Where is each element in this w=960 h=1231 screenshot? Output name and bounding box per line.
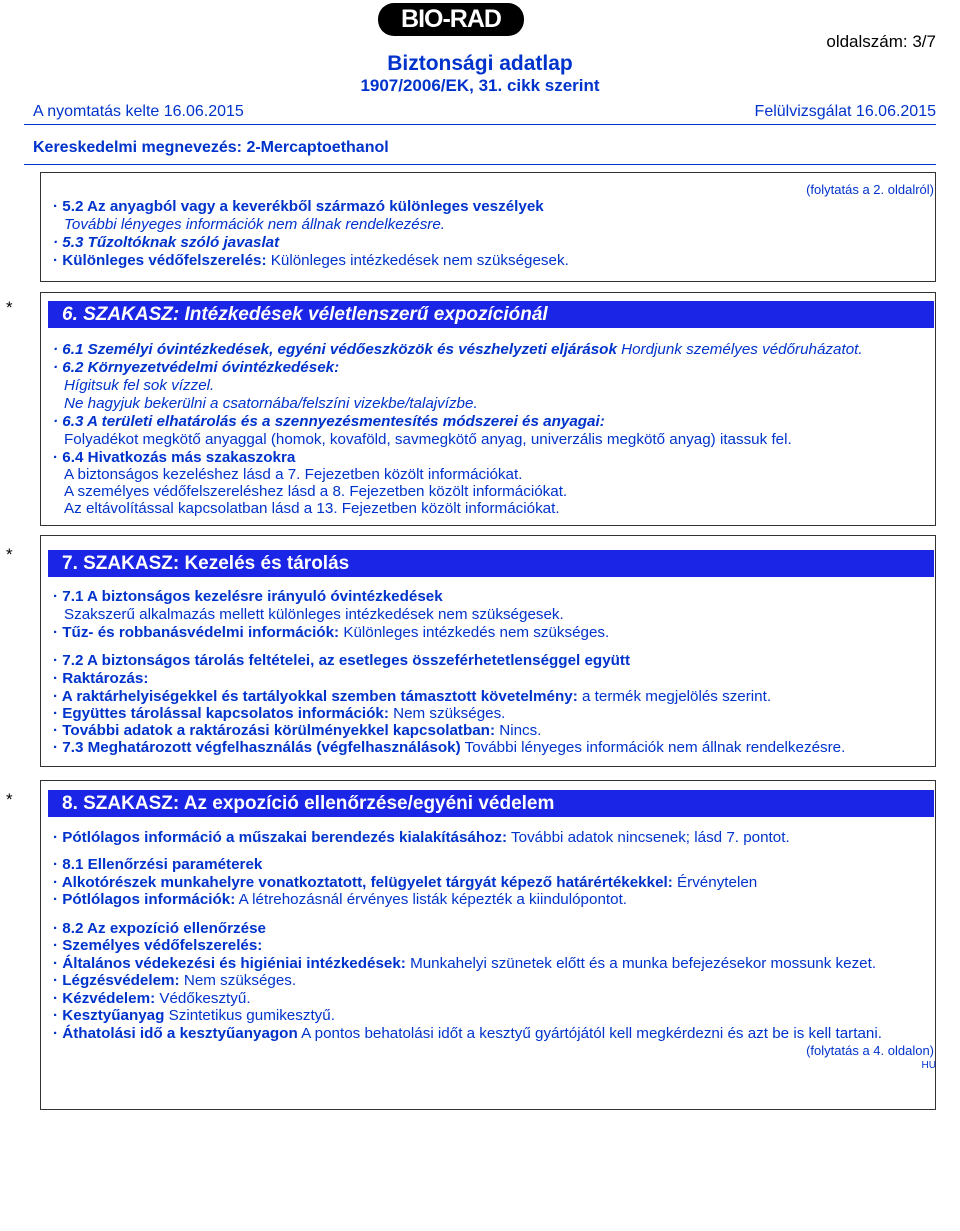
section-7-1-heading: · 7.1 A biztonságos kezelésre irányuló óvintézkedések (53, 588, 443, 605)
section-7-storage-conditions: · További adatok a raktározási körülményekkel kapcsolatban: Nincs. (53, 722, 542, 739)
header-divider (24, 124, 936, 125)
section-7-fire-info: · Tűz- és robbanásvédelmi információk: Különleges intézkedés nem szükséges. (53, 624, 610, 641)
continued-from: (folytatás a 2. oldalról) (806, 182, 934, 197)
section-5-2-text: További lényeges információk nem állnak rendelkezésre. (64, 216, 446, 233)
section-6-4-text-3: Az eltávolítással kapcsolatban lásd a 13. Fejezetben közölt információkat. (64, 500, 560, 517)
language-code: HU (921, 1060, 936, 1071)
section-6-1: · 6.1 Személyi óvintézkedések, egyéni védőeszközök és vészhelyzeti eljárások Hordjunk személyes védőruházatot. (53, 341, 863, 358)
section-7-storage-requirement: · A raktárhelyiségekkel és tartályokkal szemben támasztott követelmény: a termék megjelölés szerint. (53, 688, 772, 705)
section-6-heading: 6. SZAKASZ: Intézkedések véletlenszerű expozíciónál (48, 301, 934, 328)
section-8-respiratory: · Légzésvédelem: Nem szükséges. (53, 972, 297, 989)
section-8-hand-protection: · Kézvédelem: Védőkesztyű. (53, 990, 251, 1007)
section-6-2-heading: · 6.2 Környezetvédelmi óvintézkedések: (53, 359, 340, 376)
section-8-penetration-time: · Áthatolási idő a kesztyűanyagon A pontos behatolási időt a kesztyű gyártójától kell megkérdezni és azt be is kell tartani. (53, 1025, 882, 1042)
section-8-1-limits: · Alkotórészek munkahelyre vonatkoztatott, felügyelet tárgyát képező határértékekkel: Érvénytelen (53, 874, 758, 891)
revision-date: Felülvizsgálat 16.06.2015 (754, 103, 936, 120)
continued-to: (folytatás a 4. oldalon) (806, 1043, 934, 1058)
section-8-2-heading: · 8.2 Az expozíció ellenőrzése (53, 920, 266, 937)
section-5-2-heading: · 5.2 Az anyagból vagy a keverékből származó különleges veszélyek (53, 198, 544, 215)
section-8-technical-info: · Pótlólagos információ a műszakai berendezés kialakításához: További adatok nincsenek; lásd 7. pontot. (53, 829, 790, 846)
document-title: Biztonsági adatlap (387, 52, 573, 75)
print-date: A nyomtatás kelte 16.06.2015 (33, 103, 244, 120)
document-subtitle: 1907/2006/EK, 31. cikk szerint (360, 76, 600, 95)
page-number: oldalszám: 3/7 (826, 32, 936, 51)
section-6-2-text-1: Hígitsuk fel sok vízzel. (64, 377, 215, 394)
section-8-heading: 8. SZAKASZ: Az expozíció ellenőrzése/egyéni védelem (48, 790, 934, 817)
section-6-4-text-1: A biztonságos kezeléshez lásd a 7. Fejezetben közölt információkat. (64, 466, 523, 483)
section-6-4-text-2: A személyes védőfelszereléshez lásd a 8. Fejezetben közölt információkat. (64, 483, 568, 500)
section-5-3-heading: · 5.3 Tűzoltóknak szóló javaslat (53, 234, 280, 251)
section-7-revision-star: * (6, 545, 13, 564)
trade-divider (24, 164, 936, 165)
section-5-protective-equipment: · Különleges védőfelszerelés: Különleges intézkedések nem szükségesek. (53, 252, 569, 269)
section-7-joint-storage: · Együttes tárolással kapcsolatos információk: Nem szükséges. (53, 705, 506, 722)
section-7-2-heading: · 7.2 A biztonságos tárolás feltételei, az esetleges összeférhetetlenséggel együtt (53, 652, 631, 669)
section-6-3-heading: · 6.3 A területi elhatárolás és a szennyezésmentesítés módszerei és anyagai: (53, 413, 605, 430)
section-7-heading: 7. SZAKASZ: Kezelés és tárolás (48, 550, 934, 577)
section-8-1-heading: · 8.1 Ellenőrzési paraméterek (53, 856, 263, 873)
section-7-storage: · Raktározás: (53, 670, 149, 687)
section-6-2-text-2: Ne hagyjuk bekerülni a csatornába/felszíni vizekbe/talajvízbe. (64, 395, 478, 412)
section-6-3-text: Folyadékot megkötő anyaggal (homok, kovaföld, savmegkötő anyag, univerzális megkötő anyag) itassuk fel. (64, 431, 792, 448)
section-6-4-heading: · 6.4 Hivatkozás más szakaszokra (53, 449, 296, 466)
section-8-glove-material: · Kesztyűanyag Szintetikus gumikesztyű. (53, 1007, 335, 1024)
section-8-hygiene: · Általános védekezési és higiéniai intézkedések: Munkahelyi szünetek előtt és a munka befejezésekor mossunk kezet. (53, 955, 877, 972)
section-7-1-text: Szakszerű alkalmazás mellett különleges intézkedések nem szükségesek. (64, 606, 564, 623)
section-8-revision-star: * (6, 790, 13, 809)
section-8-1-additional: · Pótlólagos információk: A létrehozásnál érvényes listák képezték a kiindulópontot. (53, 891, 628, 908)
bio-rad-logo: BIO-RAD (378, 3, 524, 36)
section-7-3: · 7.3 Meghatározott végfelhasználás (végfelhasználások) További lényeges információk nem állnak rendelkezésre. (53, 739, 846, 756)
section-8-ppe: · Személyes védőfelszerelés: (53, 937, 263, 954)
section-6-revision-star: * (6, 298, 13, 317)
trade-name: Kereskedelmi megnevezés: 2-Mercaptoethanol (33, 139, 389, 156)
